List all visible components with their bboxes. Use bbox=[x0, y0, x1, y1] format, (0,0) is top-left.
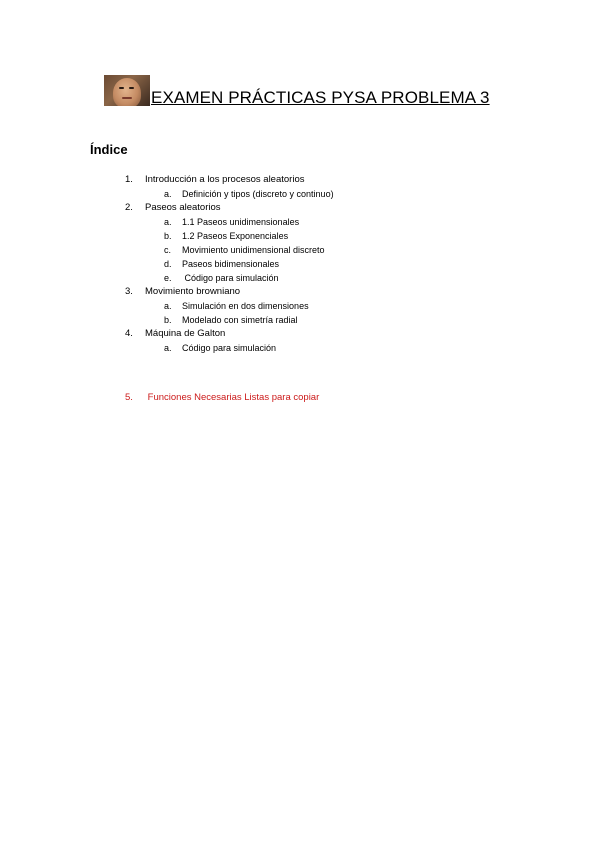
toc-item-label: Máquina de Galton bbox=[145, 328, 226, 339]
document-header bbox=[104, 72, 490, 108]
toc-subitem[interactable] bbox=[164, 257, 334, 271]
toc-item-number: 1. bbox=[125, 174, 133, 185]
toc-subitem-label: 1.1 Paseos unidimensionales bbox=[182, 217, 300, 227]
toc-subitem[interactable] bbox=[164, 313, 334, 327]
toc-item-4[interactable] bbox=[125, 327, 334, 355]
toc-subitem-letter: a. bbox=[164, 189, 172, 199]
toc-item-1[interactable] bbox=[125, 173, 334, 201]
toc-subitem-label: Código para simulación bbox=[182, 343, 277, 353]
toc-subitem-label: Simulación en dos dimensiones bbox=[182, 301, 309, 311]
toc-subitem-label: Código para simulación bbox=[182, 273, 279, 283]
toc-sub-list bbox=[145, 299, 334, 327]
toc-subitem-label: Definición y tipos (discreto y continuo) bbox=[182, 189, 334, 199]
toc-sub-list bbox=[145, 341, 334, 355]
toc-subitem[interactable] bbox=[164, 229, 334, 243]
eye-left bbox=[119, 87, 124, 89]
toc-item-3[interactable] bbox=[125, 285, 334, 327]
toc-item-5[interactable] bbox=[125, 391, 319, 405]
toc-subitem[interactable] bbox=[164, 341, 334, 355]
toc-subitem-letter: d. bbox=[164, 259, 172, 269]
document-title: EXAMEN PRÁCTICAS PYSA PROBLEMA 3 bbox=[151, 88, 490, 107]
toc-item-label: Introducción a los procesos aleatorios bbox=[145, 174, 305, 185]
toc-subitem[interactable] bbox=[164, 215, 334, 229]
toc-subitem-label: Paseos bidimensionales bbox=[182, 259, 280, 269]
header-photo bbox=[104, 75, 150, 106]
index-heading: Índice bbox=[90, 142, 128, 157]
toc-sub-list bbox=[145, 187, 334, 201]
toc-subitem-label: Modelado con simetría radial bbox=[182, 315, 298, 325]
toc-item-number: 2. bbox=[125, 202, 133, 213]
toc-subitem-letter: c. bbox=[164, 245, 172, 255]
mouth-shape bbox=[122, 97, 132, 99]
toc-item-number: 4. bbox=[125, 328, 133, 339]
toc-item-label: Movimiento browniano bbox=[145, 286, 241, 297]
toc-subitem[interactable] bbox=[164, 271, 334, 285]
toc-subitem-letter: b. bbox=[164, 231, 172, 241]
face-shape bbox=[113, 78, 141, 106]
toc-subitem[interactable] bbox=[164, 243, 334, 257]
toc-subitem-letter: a. bbox=[164, 343, 172, 353]
toc-sub-list bbox=[145, 215, 334, 285]
toc-item-2[interactable] bbox=[125, 201, 334, 285]
toc-subitem-label: 1.2 Paseos Exponenciales bbox=[182, 231, 289, 241]
toc-item-number: 5. bbox=[125, 392, 133, 403]
table-of-contents bbox=[125, 173, 334, 355]
toc-subitem[interactable] bbox=[164, 187, 334, 201]
eye-right bbox=[129, 87, 134, 89]
toc-subitem[interactable] bbox=[164, 299, 334, 313]
toc-subitem-letter: a. bbox=[164, 301, 172, 311]
toc-subitem-letter: b. bbox=[164, 315, 172, 325]
toc-item-label: Funciones Necesarias Listas para copiar bbox=[147, 392, 320, 403]
toc-item-number: 3. bbox=[125, 286, 133, 297]
toc-subitem-label: Movimiento unidimensional discreto bbox=[182, 245, 325, 255]
toc-main-list bbox=[125, 173, 334, 355]
toc-subitem-letter: a. bbox=[164, 217, 172, 227]
toc-subitem-letter: e. bbox=[164, 273, 172, 283]
toc-item-label: Paseos aleatorios bbox=[145, 202, 221, 213]
